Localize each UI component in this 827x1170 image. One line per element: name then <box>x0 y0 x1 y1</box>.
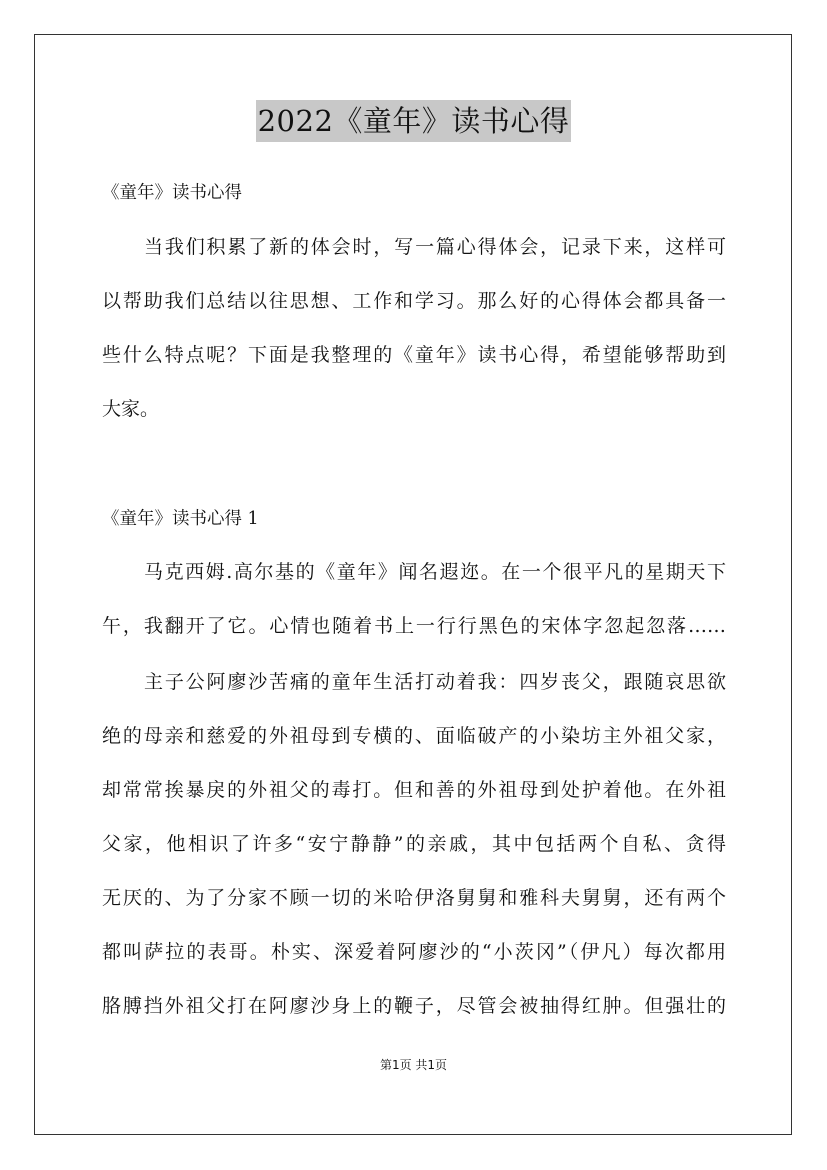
title-text: 2022《童年》读书心得 <box>256 100 572 142</box>
paragraph-line: 胳膊挡外祖父打在阿廖沙身上的鞭子，尽管会被抽得红肿。但强壮的 <box>102 995 726 1017</box>
section1-paragraph-2 <box>102 655 726 1033</box>
intro-paragraph <box>102 220 726 436</box>
paragraph-line: 却常常挨暴戾的外祖父的毒打。但和善的外祖母到处护着他。在外祖 <box>102 779 726 801</box>
paragraph-line: 主子公阿廖沙苦痛的童年生活打动着我：四岁丧父，跟随哀思欲 <box>144 671 726 693</box>
intro-line: 大家。 <box>102 398 160 420</box>
paragraph-line: 马克西姆.高尔基的《童年》闻名遐迩。在一个很平凡的星期天下 <box>144 561 726 583</box>
intro-line: 些什么特点呢？下面是我整理的《童年》读书心得，希望能够帮助到 <box>102 344 726 366</box>
paragraph-line: 父家，他相识了许多“安宁静静”的亲戚，其中包括两个自私、贪得 <box>102 833 726 855</box>
paragraph-line: 无厌的、为了分家不顾一切的米哈伊洛舅舅和雅科夫舅舅，还有两个 <box>102 887 726 909</box>
intro-heading: 《童年》读书心得 <box>102 183 242 203</box>
page-footer: 第1页 共1页 <box>379 1058 448 1072</box>
intro-line: 以帮助我们总结以往思想、工作和学习。那么好的心得体会都具备一 <box>102 290 726 312</box>
document-title <box>0 100 827 142</box>
paragraph-line: 绝的母亲和慈爱的外祖母到专横的、面临破产的小染坊主外祖父家， <box>102 725 726 747</box>
paragraph-line: 午，我翻开了它。心情也随着书上一行行黑色的宋体字忽起忽落…… <box>102 615 726 637</box>
intro-line: 当我们积累了新的体会时，写一篇心得体会，记录下来，这样可 <box>144 236 726 258</box>
section1-paragraph-1 <box>102 545 726 653</box>
section1-heading: 《童年》读书心得 1 <box>102 509 259 529</box>
paragraph-line: 都叫萨拉的表哥。朴实、深爱着阿廖沙的“小茨冈”（伊凡）每次都用 <box>102 941 726 963</box>
